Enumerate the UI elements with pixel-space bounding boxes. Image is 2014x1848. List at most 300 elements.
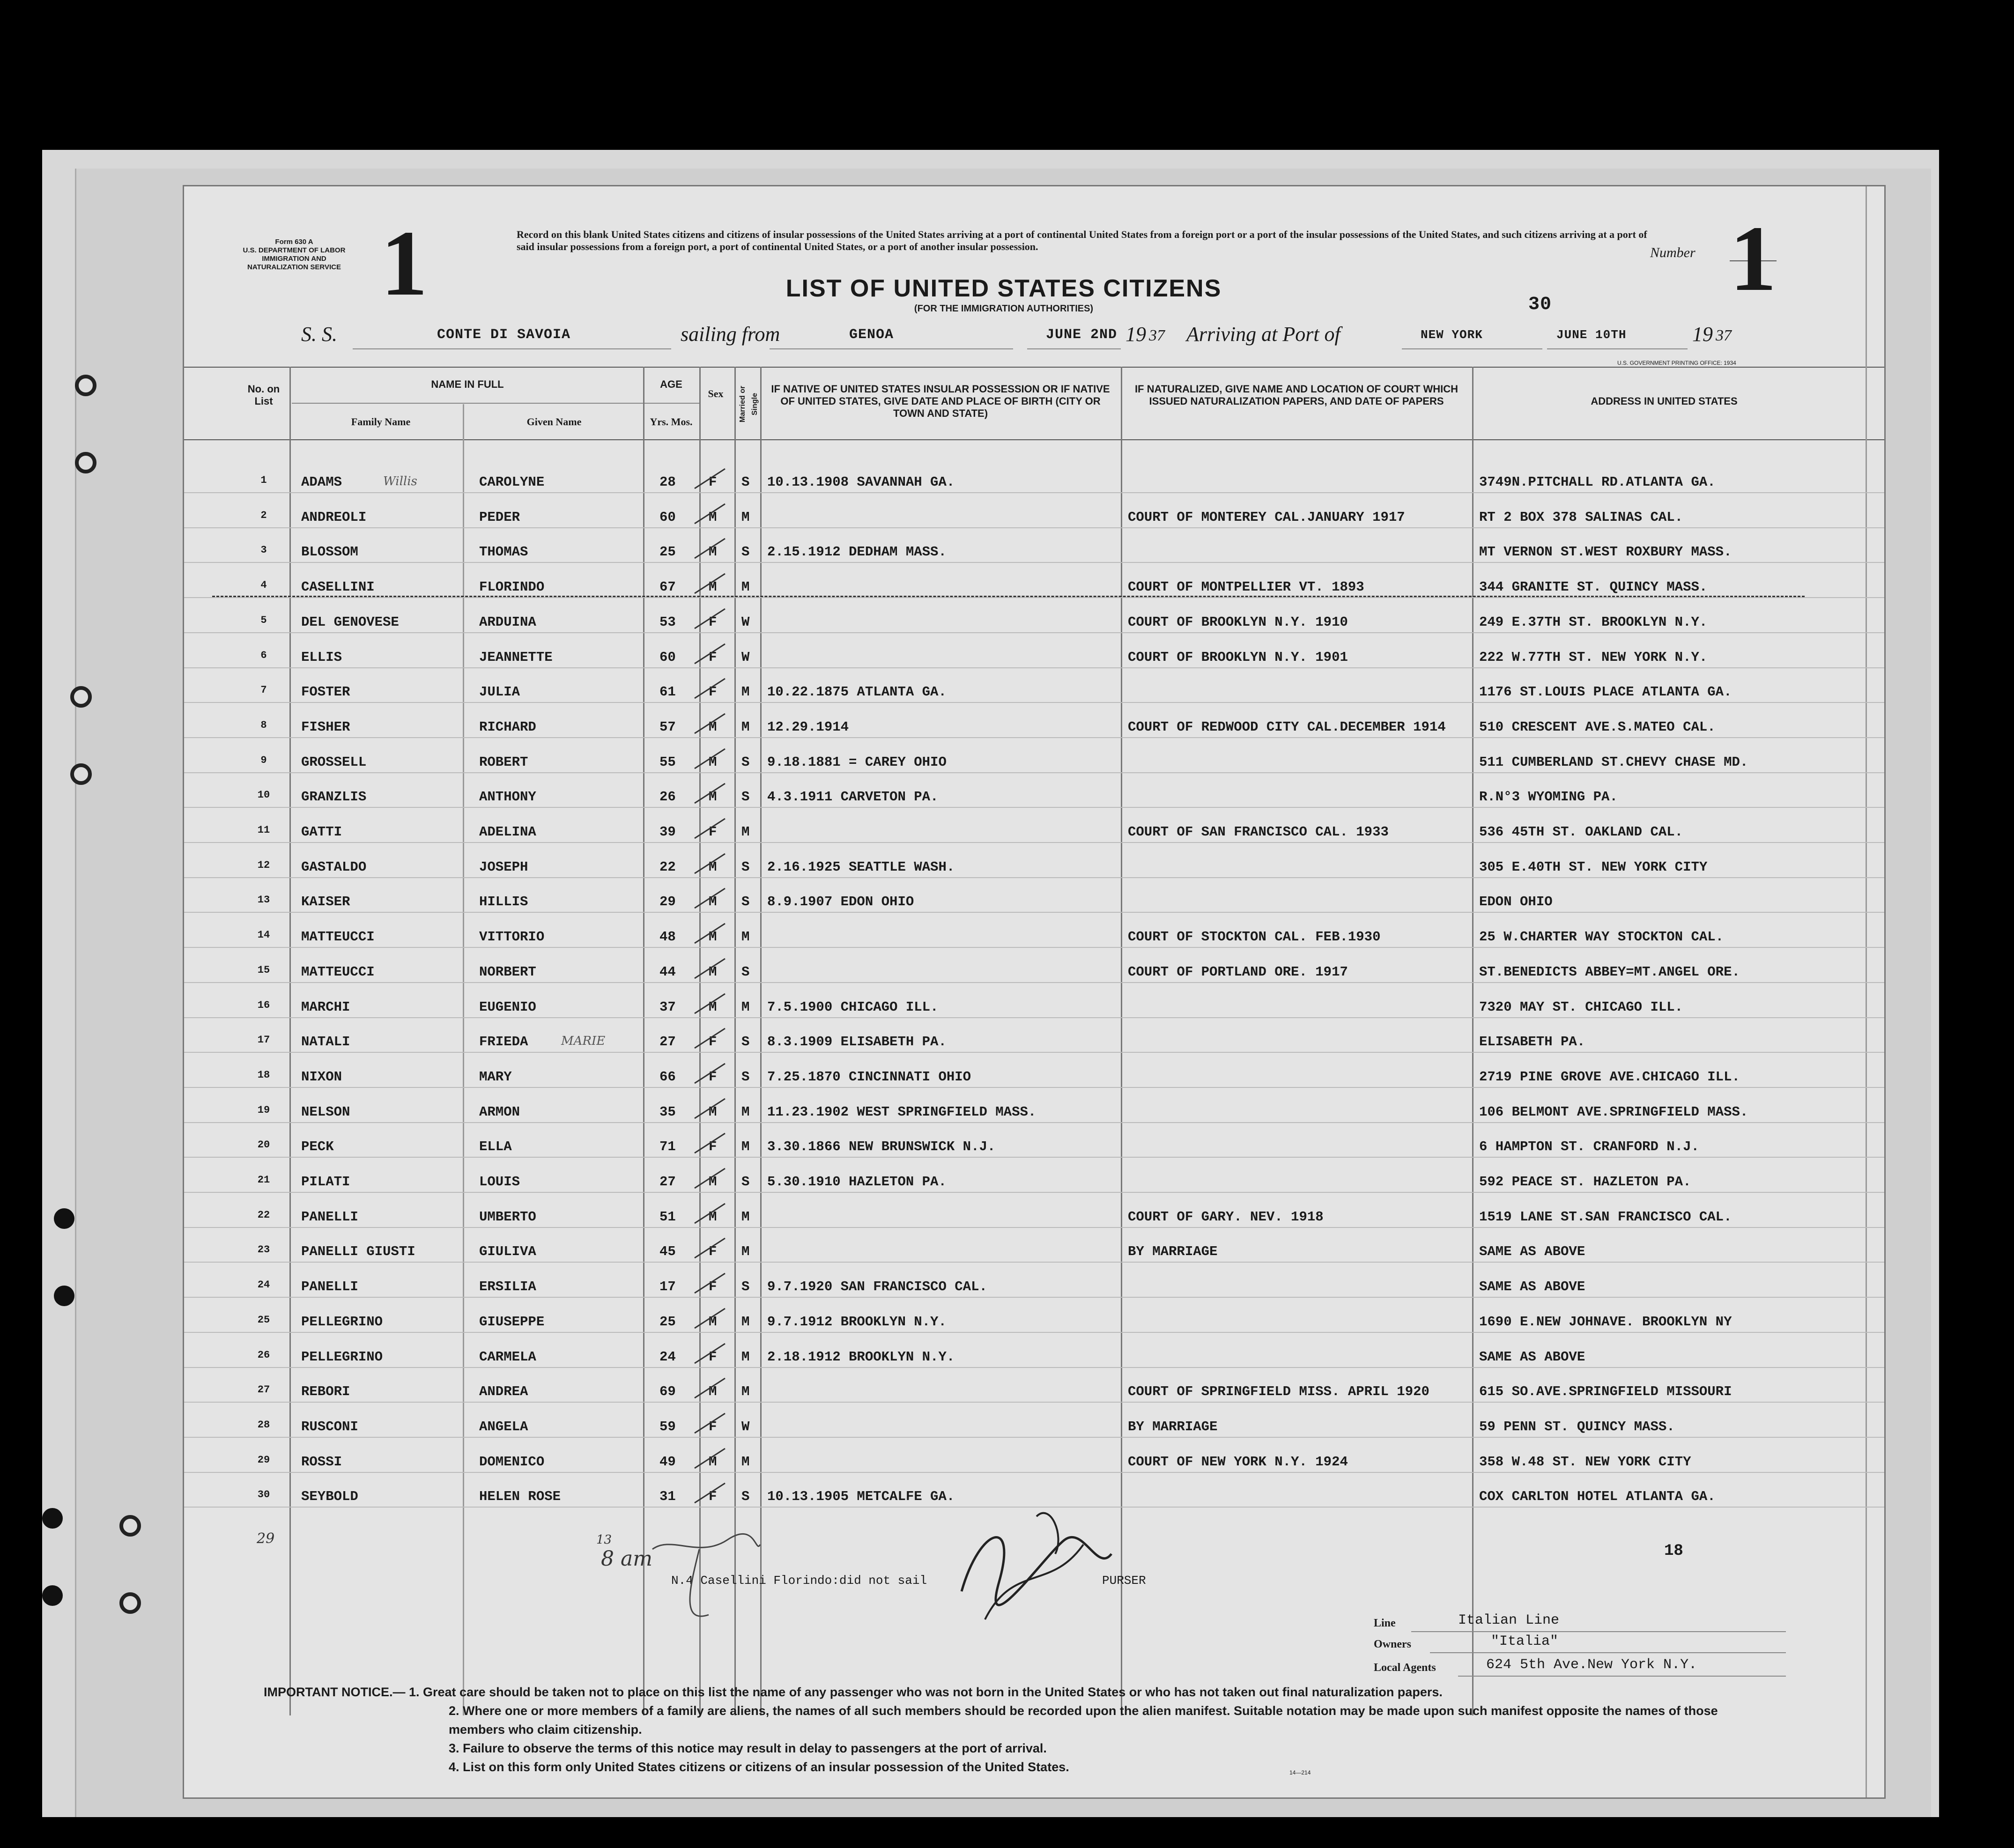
arrival-port: NEW YORK: [1421, 328, 1483, 342]
row-address: 592 PEACE ST. HAZLETON PA.: [1479, 1174, 1691, 1190]
page-subtitle: (FOR THE IMMIGRATION AUTHORITIES): [914, 303, 1094, 314]
row-court: COURT OF STOCKTON CAL. FEB.1930: [1128, 929, 1381, 945]
row-rule: [184, 527, 1884, 528]
handwritten-scrawl: [643, 1530, 765, 1634]
port-underline: [770, 348, 1013, 349]
row-ms: W: [741, 1419, 750, 1434]
tick-mark: [692, 640, 730, 668]
row-ms: M: [741, 1384, 750, 1400]
notice-item: 3. Failure to observe the terms of this notice may result in delay to passengers at the port of arrival.: [449, 1741, 1047, 1755]
row-court: COURT OF SAN FRANCISCO CAL. 1933: [1128, 824, 1389, 840]
row-family: DEL GENOVESE: [301, 614, 399, 630]
row-family: REBORI: [301, 1384, 350, 1400]
col-sex: Sex: [708, 388, 724, 399]
row-rule: [184, 492, 1884, 493]
ss-label: S. S.: [301, 323, 337, 346]
row-rule: [184, 562, 1884, 563]
row-family: FOSTER: [301, 684, 350, 700]
tick-mark: [692, 745, 730, 773]
row-ms: W: [741, 614, 750, 630]
row-family: MATTEUCCI: [301, 929, 375, 945]
row-rule: [184, 807, 1884, 808]
tick-mark: [692, 1025, 730, 1053]
row-age: 28: [659, 474, 676, 490]
row-family: ELLIS: [301, 649, 342, 665]
row-ms: M: [741, 684, 750, 700]
line-value: Italian Line: [1458, 1612, 1560, 1628]
row-court: COURT OF BROOKLYN N.Y. 1901: [1128, 649, 1348, 665]
important-notice: [264, 1683, 1762, 1776]
binder-hole: [75, 375, 96, 396]
row-sex: M: [709, 999, 717, 1015]
col-rule: [1472, 367, 1473, 1715]
tick-mark: [692, 850, 730, 878]
row-given: JULIA: [479, 684, 520, 700]
row-rule: [184, 1052, 1884, 1053]
row-family: PELLEGRINO: [301, 1314, 383, 1330]
row-family: NELSON: [301, 1104, 350, 1120]
agents-label: Local Agents: [1374, 1662, 1436, 1674]
row-address: 25 W.CHARTER WAY STOCKTON CAL.: [1479, 929, 1724, 945]
row-sex: F: [709, 649, 717, 665]
row-age: 51: [659, 1209, 676, 1225]
row-no: 7: [260, 684, 267, 696]
row-given: VITTORIO: [479, 929, 545, 945]
row-court: COURT OF REDWOOD CITY CAL.DECEMBER 1914: [1128, 719, 1446, 735]
row-sex: M: [709, 509, 717, 525]
row-given: THOMAS: [479, 544, 528, 560]
row-age: 66: [659, 1069, 676, 1085]
owners-underline: [1430, 1652, 1786, 1653]
row-address: 59 PENN ST. QUINCY MASS.: [1479, 1419, 1675, 1434]
col-age: AGE: [660, 378, 682, 390]
row-rule: [184, 1122, 1884, 1123]
row-birth: 7.25.1870 CINCINNATI OHIO: [767, 1069, 971, 1085]
binder-hole: [42, 1585, 63, 1606]
row-family: FISHER: [301, 719, 350, 735]
row-family: BLOSSOM: [301, 544, 358, 560]
table-header-rule: [184, 439, 1884, 440]
row-court: COURT OF SPRINGFIELD MISS. APRIL 1920: [1128, 1384, 1429, 1400]
tick-mark: [692, 1200, 730, 1228]
row-address: 510 CRESCENT AVE.S.MATEO CAL.: [1479, 719, 1716, 735]
row-ms: M: [741, 824, 750, 840]
row-given: FLORINDO: [479, 579, 545, 595]
row-birth: 10.13.1905 METCALFE GA.: [767, 1489, 955, 1505]
row-birth: 2.16.1925 SEATTLE WASH.: [767, 859, 955, 875]
row-ms: M: [741, 999, 750, 1015]
row-address: 305 E.40TH ST. NEW YORK CITY: [1479, 859, 1708, 875]
row-birth: 5.30.1910 HAZLETON PA.: [767, 1174, 947, 1190]
tick-mark: [692, 885, 730, 913]
row-age: 61: [659, 684, 676, 700]
row-no: 23: [257, 1244, 270, 1256]
row-rule: [184, 737, 1884, 738]
row-address: SAME AS ABOVE: [1479, 1349, 1585, 1365]
row-no: 14: [257, 929, 270, 941]
row-given-note: MARIE: [561, 1034, 606, 1049]
row-given: JOSEPH: [479, 859, 528, 875]
tick-mark: [692, 1095, 730, 1123]
row-given: ANDREA: [479, 1384, 528, 1400]
row-birth: 9.7.1920 SAN FRANCISCO CAL.: [767, 1279, 987, 1295]
col-yrs-mos: Yrs. Mos.: [650, 416, 693, 428]
row-family: GASTALDO: [301, 859, 367, 875]
notice-item: 1. Great care should be taken not to place on this list the name of any passenger who was not born in the United States or who has not taken out final naturalization papers.: [409, 1685, 1443, 1699]
row-address: 106 BELMONT AVE.SPRINGFIELD MASS.: [1479, 1104, 1748, 1120]
tick-mark: [692, 500, 730, 528]
row-address: ELISABETH PA.: [1479, 1034, 1585, 1050]
row-age: 37: [659, 999, 676, 1015]
row-age: 60: [659, 509, 676, 525]
row-sex: F: [709, 1034, 717, 1050]
notice-item: 2. Where one or more members of a family are aliens, the names of all such members should be recorded upon the alien manifest. Suitable notation may be made upon such manifest opposite the names of those members who claim citizenship.: [449, 1704, 1718, 1737]
row-family: PILATI: [301, 1174, 350, 1190]
row-ms: S: [741, 474, 750, 490]
sailing-year-suffix: 37: [1149, 327, 1165, 344]
page-right-rule: [1866, 186, 1867, 1797]
row-no: 22: [257, 1209, 270, 1221]
row-rule: [184, 1367, 1884, 1368]
row-no: 12: [257, 859, 270, 871]
row-address: 222 W.77TH ST. NEW YORK N.Y.: [1479, 649, 1708, 665]
row-given: ERSILIA: [479, 1279, 536, 1295]
row-ms: M: [741, 719, 750, 735]
tick-mark: [692, 1375, 730, 1403]
col-rule: [760, 367, 762, 1715]
owners-label: Owners: [1374, 1638, 1411, 1650]
row-birth: 3.30.1866 NEW BRUNSWICK N.J.: [767, 1139, 996, 1155]
handwritten-sup: 13: [596, 1533, 612, 1547]
line-underline: [1411, 1631, 1786, 1632]
row-address: ST.BENEDICTS ABBEY=MT.ANGEL ORE.: [1479, 964, 1740, 980]
owners-value: "Italia": [1491, 1634, 1559, 1649]
col-rule: [289, 367, 291, 1715]
row-no: 30: [257, 1489, 270, 1501]
row-sex: M: [709, 929, 717, 945]
row-address: EDON OHIO: [1479, 894, 1553, 910]
row-ms: S: [741, 789, 750, 805]
row-sex: F: [709, 1069, 717, 1085]
row-age: 22: [659, 859, 676, 875]
tick-mark: [692, 1234, 730, 1263]
row-no: 10: [257, 789, 270, 801]
row-no: 5: [260, 614, 267, 626]
row-sex: M: [709, 1314, 717, 1330]
sailing-year-prefix: 19: [1125, 323, 1146, 346]
row-ms: M: [741, 1139, 750, 1155]
row-no: 11: [257, 824, 270, 836]
row-given: EUGENIO: [479, 999, 536, 1015]
row-birth: 2.15.1912 DEDHAM MASS.: [767, 544, 947, 560]
row-ms: M: [741, 579, 750, 595]
binder-hole: [70, 763, 92, 785]
row-age: 17: [659, 1279, 676, 1295]
row-rule: [184, 1192, 1884, 1193]
row-given: ADELINA: [479, 824, 536, 840]
form-id-line: Form 630 A: [275, 238, 313, 246]
arrival-date-underline: [1547, 348, 1688, 349]
row-age: 35: [659, 1104, 676, 1120]
sheet-number: 18: [1664, 1542, 1683, 1560]
row-family: MATTEUCCI: [301, 964, 375, 980]
row-ms: M: [741, 1349, 750, 1365]
row-address: 344 GRANITE ST. QUINCY MASS.: [1479, 579, 1708, 595]
did-not-sail-note: N.4 Casellini Florindo:did not sail: [671, 1574, 927, 1588]
row-ms: S: [741, 894, 750, 910]
page-title: LIST OF UNITED STATES CITIZENS: [785, 275, 1222, 302]
row-rule: [184, 772, 1884, 773]
form-id-line: NATURALIZATION SERVICE: [247, 263, 341, 271]
row-sex: F: [709, 1489, 717, 1505]
row-age: 26: [659, 789, 676, 805]
row-ms: M: [741, 929, 750, 945]
row-ms: M: [741, 1314, 750, 1330]
arrival-date: JUNE 10TH: [1556, 328, 1627, 342]
row-family: GROSSELL: [301, 754, 367, 770]
row-rule: [184, 1332, 1884, 1333]
row-note: Willis: [383, 474, 417, 488]
row-no: 17: [257, 1034, 270, 1046]
row-sex: M: [709, 964, 717, 980]
row-age: 49: [659, 1454, 676, 1470]
col-rule: [734, 367, 736, 1715]
row-ms: M: [741, 1244, 750, 1260]
col-address: ADDRESS IN UNITED STATES: [1591, 395, 1738, 407]
row-age: 25: [659, 1314, 676, 1330]
tick-mark: [692, 1479, 730, 1508]
row-birth: 10.22.1875 ATLANTA GA.: [767, 684, 947, 700]
form-identifier: [240, 238, 348, 272]
col-rule: [463, 404, 464, 1715]
right-list-number: 1: [1730, 207, 1777, 310]
tick-mark: [692, 675, 730, 703]
row-4-strike: [212, 596, 1805, 599]
row-address: MT VERNON ST.WEST ROXBURY MASS.: [1479, 544, 1732, 560]
row-sex: F: [709, 1244, 717, 1260]
tick-mark: [692, 1305, 730, 1333]
row-given: LOUIS: [479, 1174, 520, 1190]
row-no: 19: [257, 1104, 270, 1116]
row-ms: S: [741, 1174, 750, 1190]
left-list-number: 1: [381, 212, 428, 315]
row-sex: M: [709, 789, 717, 805]
row-age: 57: [659, 719, 676, 735]
row-ms: S: [741, 1279, 750, 1295]
row-address: COX CARLTON HOTEL ATLANTA GA.: [1479, 1489, 1716, 1505]
row-no: 9: [260, 754, 267, 766]
row-family: PELLEGRINO: [301, 1349, 383, 1365]
row-ms: S: [741, 1034, 750, 1050]
row-birth: 9.18.1881 = CAREY OHIO: [767, 754, 947, 770]
ship-underline: [353, 348, 671, 349]
row-no: 28: [257, 1419, 270, 1431]
row-rule: [184, 1227, 1884, 1228]
row-no: 26: [257, 1349, 270, 1361]
row-given: CARMELA: [479, 1349, 536, 1365]
row-age: 55: [659, 754, 676, 770]
row-family: PANELLI: [301, 1279, 358, 1295]
tick-mark: [692, 710, 730, 738]
row-address: RT 2 BOX 378 SALINAS CAL.: [1479, 509, 1683, 525]
purser-label: PURSER: [1102, 1574, 1146, 1588]
row-no: 20: [257, 1139, 270, 1151]
row-age: 29: [659, 894, 676, 910]
row-given: ARMON: [479, 1104, 520, 1120]
row-given: JEANNETTE: [479, 649, 553, 665]
row-given: FRIEDA: [479, 1034, 528, 1050]
row-no: 8: [260, 719, 267, 731]
row-family: GRANZLIS: [301, 789, 367, 805]
row-address: 249 E.37TH ST. BROOKLYN N.Y.: [1479, 614, 1708, 630]
number-label: Number: [1650, 245, 1696, 260]
row-age: 53: [659, 614, 676, 630]
row-age: 71: [659, 1139, 676, 1155]
row-family: GATTI: [301, 824, 342, 840]
col-given-name: Given Name: [526, 416, 582, 428]
row-family: MARCHI: [301, 999, 350, 1015]
binder-hole: [119, 1592, 141, 1614]
ship-name: CONTE DI SAVOIA: [437, 327, 571, 343]
row-rule: [184, 1437, 1884, 1438]
form-id-line: U.S. DEPARTMENT OF LABOR: [243, 246, 346, 254]
row-birth: 4.3.1911 CARVETON PA.: [767, 789, 939, 805]
row-sex: F: [709, 1419, 717, 1434]
row-family: RUSCONI: [301, 1419, 358, 1434]
row-sex: M: [709, 719, 717, 735]
tick-mark: [692, 955, 730, 983]
row-sex: M: [709, 1209, 717, 1225]
row-rule: [184, 947, 1884, 948]
row-rule: [184, 1297, 1884, 1298]
row-given: ROBERT: [479, 754, 528, 770]
agents-underline: [1458, 1676, 1786, 1677]
row-court: COURT OF PORTLAND ORE. 1917: [1128, 964, 1348, 980]
tick-mark: [692, 920, 730, 948]
row-birth: 12.29.1914: [767, 719, 849, 735]
row-no: 15: [257, 964, 270, 976]
row-given: MARY: [479, 1069, 512, 1085]
tick-mark: [692, 815, 730, 843]
arrival-year-prefix: 19: [1692, 323, 1713, 346]
row-given: ANGELA: [479, 1419, 528, 1434]
row-ms: S: [741, 1069, 750, 1085]
row-address: 511 CUMBERLAND ST.CHEVY CHASE MD.: [1479, 754, 1748, 770]
row-sex: M: [709, 859, 717, 875]
row-age: 48: [659, 929, 676, 945]
row-sex: M: [709, 544, 717, 560]
printer-note: U.S. GOVERNMENT PRINTING OFFICE: 1934: [1617, 360, 1736, 366]
row-sex: M: [709, 579, 717, 595]
row-ms: M: [741, 1104, 750, 1120]
row-age: 67: [659, 579, 676, 595]
row-birth: 8.3.1909 ELISABETH PA.: [767, 1034, 947, 1050]
row-rule: [184, 702, 1884, 703]
row-family: KAISER: [301, 894, 350, 910]
arriving-label: Arriving at Port of: [1186, 323, 1340, 346]
row-ms: S: [741, 859, 750, 875]
row-no: 4: [260, 579, 267, 591]
col-rule: [643, 367, 644, 1715]
row-given: RICHARD: [479, 719, 536, 735]
tick-mark: [692, 1445, 730, 1473]
row-address: 358 W.48 ST. NEW YORK CITY: [1479, 1454, 1691, 1470]
row-age: 45: [659, 1244, 676, 1260]
row-family: NIXON: [301, 1069, 342, 1085]
row-address: 2719 PINE GROVE AVE.CHICAGO ILL.: [1479, 1069, 1740, 1085]
row-age: 24: [659, 1349, 676, 1365]
row-ms: M: [741, 509, 750, 525]
row-sex: F: [709, 1349, 717, 1365]
binder-hole: [75, 452, 96, 473]
row-address: 6 HAMPTON ST. CRANFORD N.J.: [1479, 1139, 1699, 1155]
row-rule: [184, 982, 1884, 983]
row-age: 60: [659, 649, 676, 665]
row-family: ADAMS: [301, 474, 342, 490]
line-label: Line: [1374, 1617, 1396, 1629]
row-rule: [184, 1402, 1884, 1403]
row-rule: [184, 1472, 1884, 1473]
tick-mark: [692, 1165, 730, 1193]
row-given: NORBERT: [479, 964, 536, 980]
row-rule: [184, 632, 1884, 633]
row-age: 27: [659, 1034, 676, 1050]
row-birth: 2.18.1912 BROOKLYN N.Y.: [767, 1349, 955, 1365]
row-address: 1690 E.NEW JOHNAVE. BROOKLYN NY: [1479, 1314, 1732, 1330]
row-address: 7320 MAY ST. CHICAGO ILL.: [1479, 999, 1683, 1015]
arrival-port-underline: [1402, 348, 1542, 349]
row-sex: M: [709, 1104, 717, 1120]
row-family: ROSSI: [301, 1454, 342, 1470]
row-ms: S: [741, 754, 750, 770]
row-given: HELEN ROSE: [479, 1489, 561, 1505]
sailing-from-label: sailing from: [681, 323, 780, 346]
col-rule: [1121, 367, 1122, 1715]
row-address: SAME AS ABOVE: [1479, 1244, 1585, 1260]
date-underline: [1027, 348, 1121, 349]
row-no: 16: [257, 999, 270, 1011]
row-family: ANDREOLI: [301, 509, 367, 525]
name-subrule: [292, 403, 699, 404]
tick-mark: [692, 1410, 730, 1438]
row-age: 25: [659, 544, 676, 560]
row-given: PEDER: [479, 509, 520, 525]
row-ms: S: [741, 544, 750, 560]
row-sex: M: [709, 1454, 717, 1470]
tick-mark: [692, 1130, 730, 1158]
purser-signature: [943, 1498, 1121, 1638]
form-id-line: IMMIGRATION AND: [262, 255, 326, 263]
row-sex: M: [709, 894, 717, 910]
row-sex: F: [709, 824, 717, 840]
row-sex: F: [709, 474, 717, 490]
row-no: 27: [257, 1384, 270, 1396]
notice-heading: IMPORTANT NOTICE.—: [264, 1685, 406, 1699]
handwritten-time: 8 am: [601, 1547, 652, 1571]
row-court: COURT OF NEW YORK N.Y. 1924: [1128, 1454, 1348, 1470]
tick-mark: [692, 465, 730, 493]
row-birth: 11.23.1902 WEST SPRINGFIELD MASS.: [767, 1104, 1037, 1120]
tick-mark: [692, 535, 730, 563]
row-given: CAROLYNE: [479, 474, 545, 490]
record-instructions: Record on this blank United States citizens and citizens of insular possessions of the United States arriving at a port of continental United States from a foreign port or a port of the insular possessions of the United States, and such citizens arriving at a port of said insular possessions from a foreign port, a port of continental United States, or a port of another insular possession.: [517, 229, 1647, 252]
tick-mark: [692, 605, 730, 633]
col-name-in-full: NAME IN FULL: [431, 378, 504, 390]
row-age: 69: [659, 1384, 676, 1400]
row-family: PANELLI: [301, 1209, 358, 1225]
row-rule: [184, 1017, 1884, 1018]
row-sex: F: [709, 1139, 717, 1155]
